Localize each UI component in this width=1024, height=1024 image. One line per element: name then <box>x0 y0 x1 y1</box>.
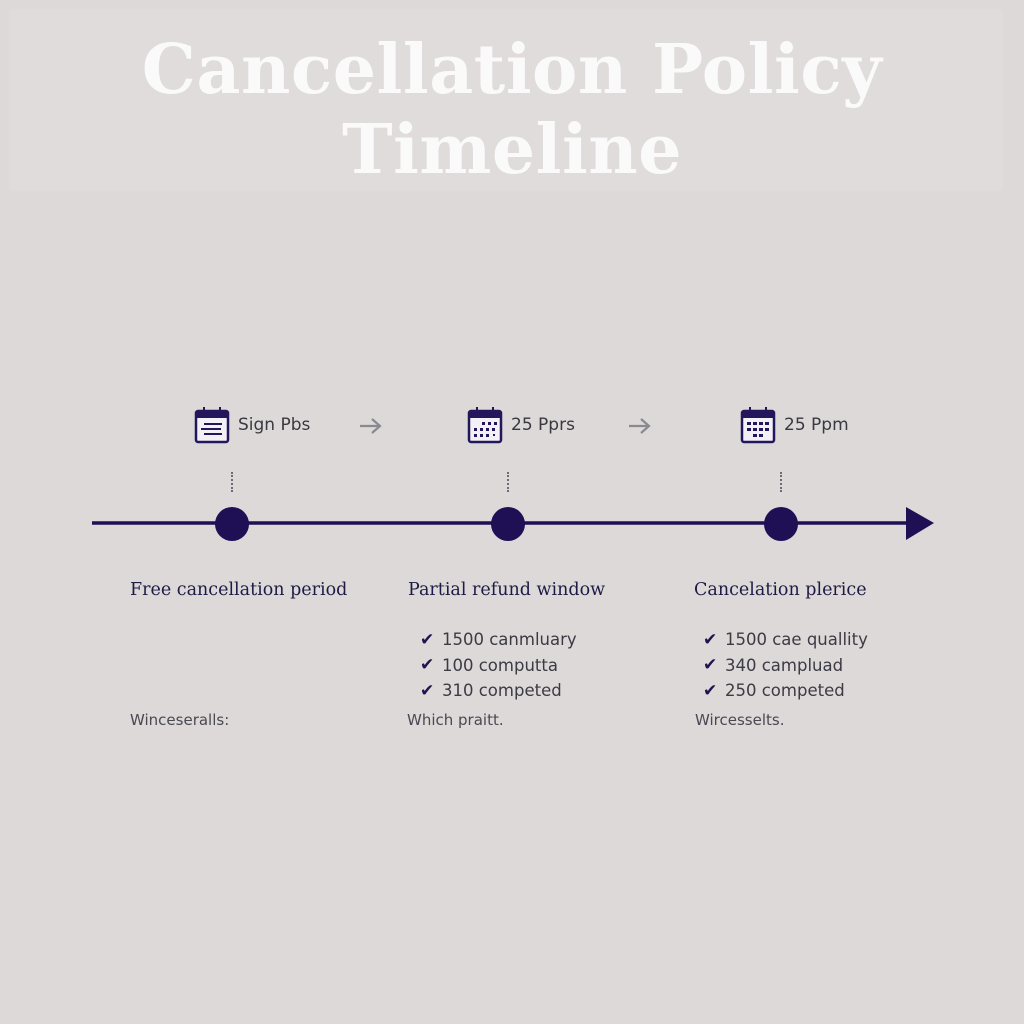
arrow-right-icon <box>627 416 653 436</box>
step-label-1: Sign Pbs <box>238 415 311 435</box>
calendar-grid-icon <box>740 406 776 444</box>
step-header-2 <box>467 405 575 445</box>
check-icon: ✔ <box>420 655 435 676</box>
checklist-item: ✔ 1500 canmluary <box>420 629 577 650</box>
arrow-right-icon <box>358 416 384 436</box>
check-icon: ✔ <box>703 655 718 676</box>
timeline-node-1 <box>215 507 249 541</box>
check-icon: ✔ <box>420 680 435 701</box>
phase-heading-2: Partial refund window <box>408 580 606 600</box>
phase-footnote-3: Wircesselts. <box>695 711 785 729</box>
phase-footnote-2: Which praitt. <box>407 711 504 729</box>
checklist-item: ✔ 310 competed <box>420 680 562 701</box>
step-label-2: 25 Pprs <box>511 415 575 435</box>
step-header-3 <box>740 405 849 445</box>
checklist-item: ✔ 250 competed <box>703 680 845 701</box>
title-line-2: Timeline <box>341 110 682 190</box>
dotted-connector-3 <box>780 472 784 492</box>
checklist-item: ✔ 1500 cae quallity <box>703 629 868 650</box>
title-line-1: Cancellation Policy <box>141 30 883 110</box>
page-title <box>0 30 1024 190</box>
phase-checklist-3 <box>703 627 868 704</box>
step-label-3: 25 Ppm <box>784 415 849 435</box>
timeline-node-2 <box>491 507 525 541</box>
check-icon: ✔ <box>703 680 718 701</box>
dotted-connector-2 <box>507 472 511 492</box>
dotted-connector-1 <box>231 472 235 492</box>
phase-heading-3: Cancelation plerice <box>694 580 867 600</box>
phase-footnote-1: Winceseralls: <box>130 711 230 729</box>
timeline-arrowhead-icon <box>906 507 934 540</box>
step-header-1 <box>194 405 310 445</box>
phase-heading-1: Free cancellation period <box>130 580 348 600</box>
phase-checklist-2 <box>420 627 577 704</box>
calendar-list-icon <box>194 406 230 444</box>
check-icon: ✔ <box>703 629 718 650</box>
checklist-item: ✔ 100 computta <box>420 655 558 676</box>
calendar-grid-icon <box>467 406 503 444</box>
timeline-node-3 <box>764 507 798 541</box>
checklist-item: ✔ 340 campluad <box>703 655 844 676</box>
check-icon: ✔ <box>420 629 435 650</box>
